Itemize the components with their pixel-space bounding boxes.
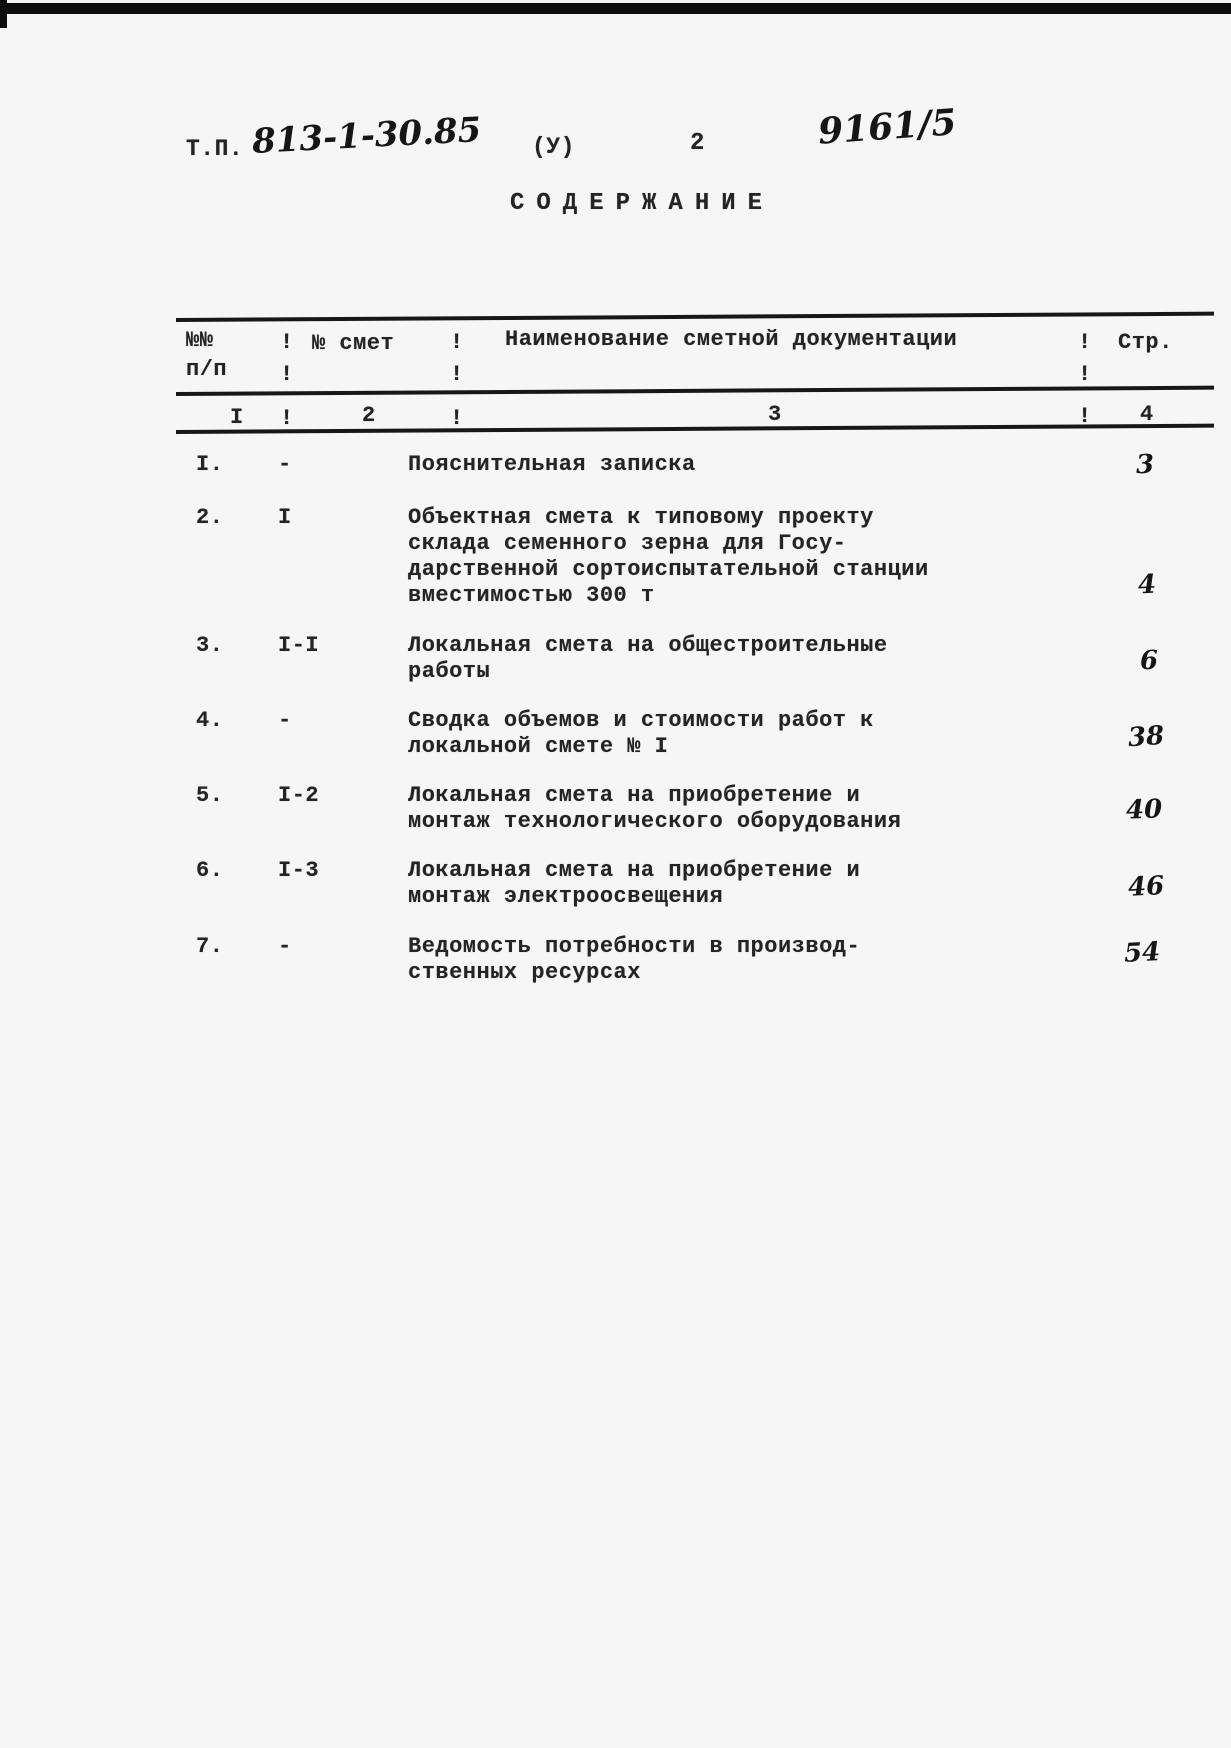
page-ref-handwritten: 6 — [1139, 645, 1159, 677]
doc-series-suffix: (У) — [532, 134, 575, 160]
row-number: 5. — [196, 783, 224, 808]
col-index-2: 2 — [362, 403, 376, 428]
document-name-line: Объектная смета к типовому проекту — [408, 505, 874, 530]
page-ref-handwritten: 38 — [1126, 720, 1166, 754]
page-ref-handwritten: 4 — [1137, 569, 1157, 601]
table-rule-header-bottom — [176, 424, 1214, 434]
column-separator: ! — [450, 406, 464, 431]
estimate-number: - — [278, 708, 292, 733]
page-ref-handwritten: 40 — [1125, 794, 1163, 826]
document-name-line: локальной смете № I — [408, 734, 669, 759]
page-ref-handwritten: 54 — [1123, 937, 1161, 969]
column-separator: ! — [280, 330, 294, 355]
doc-number-handwritten: 813-1-30.85 — [251, 110, 483, 162]
document-name-line: Ведомость потребности в производ- — [408, 934, 861, 959]
sheet-number: 2 — [690, 130, 705, 157]
col-index-1: I — [230, 405, 244, 430]
scan-edge-corner — [0, 0, 7, 28]
column-separator: ! — [450, 330, 464, 355]
col-index-4: 4 — [1140, 402, 1154, 427]
document-name-line: Локальная смета на общестроительные — [408, 633, 888, 658]
document-name-line: Сводка объемов и стоимости работ к — [408, 708, 874, 733]
page-title: СОДЕРЖАНИЕ — [510, 190, 775, 217]
document-name-line: Локальная смета на приобретение и — [408, 858, 861, 883]
row-number: 4. — [196, 708, 224, 733]
col-index-3: 3 — [768, 402, 782, 427]
row-number: 2. — [196, 505, 224, 530]
scan-edge-top-bar — [0, 3, 1231, 14]
document-name-line: Локальная смета на приобретение и — [408, 783, 861, 808]
col-header-num-line2: п/п — [186, 357, 228, 382]
page-ref-handwritten: 46 — [1127, 871, 1165, 903]
estimate-number: I-2 — [278, 783, 320, 808]
estimate-number: I-I — [278, 633, 320, 658]
document-name-line: монтаж технологического оборудования — [408, 809, 902, 834]
doc-type-label: Т.П. — [186, 136, 244, 162]
row-number: I. — [196, 452, 224, 477]
row-number: 6. — [196, 858, 224, 883]
row-number: 3. — [196, 633, 224, 658]
col-header-page: Стр. — [1118, 330, 1173, 355]
col-header-estimate-no: № смет — [312, 331, 395, 356]
document-name-line: Пояснительная записка — [408, 452, 696, 477]
column-separator: ! — [1078, 330, 1092, 355]
document-name-line: ственных ресурсах — [408, 960, 641, 985]
document-name-line: работы — [408, 659, 491, 684]
document-name-line: склада семенного зерна для Госу- — [408, 531, 847, 556]
document-name-line: монтаж электроосвещения — [408, 884, 724, 909]
col-header-name: Наименование сметной документации — [505, 327, 958, 352]
estimate-number: - — [278, 934, 292, 959]
estimate-number: I-3 — [278, 858, 320, 883]
table-rule-top — [176, 312, 1214, 322]
col-header-num-line1: №№ — [186, 328, 214, 353]
column-separator: ! — [280, 362, 294, 387]
document-name-line: вместимостью 300 т — [408, 583, 655, 608]
estimate-number: I — [278, 505, 292, 530]
column-separator: ! — [280, 406, 294, 431]
estimate-number: - — [278, 452, 292, 477]
row-number: 7. — [196, 934, 224, 959]
page-ref-handwritten: 3 — [1135, 449, 1155, 481]
column-separator: ! — [450, 362, 464, 387]
document-name-line: дарственной сортоиспытательной станции — [408, 557, 929, 582]
inventory-number-handwritten: 9161/5 — [816, 101, 958, 153]
table-rule-mid — [176, 386, 1214, 396]
column-separator: ! — [1078, 362, 1092, 387]
column-separator: ! — [1078, 404, 1092, 429]
